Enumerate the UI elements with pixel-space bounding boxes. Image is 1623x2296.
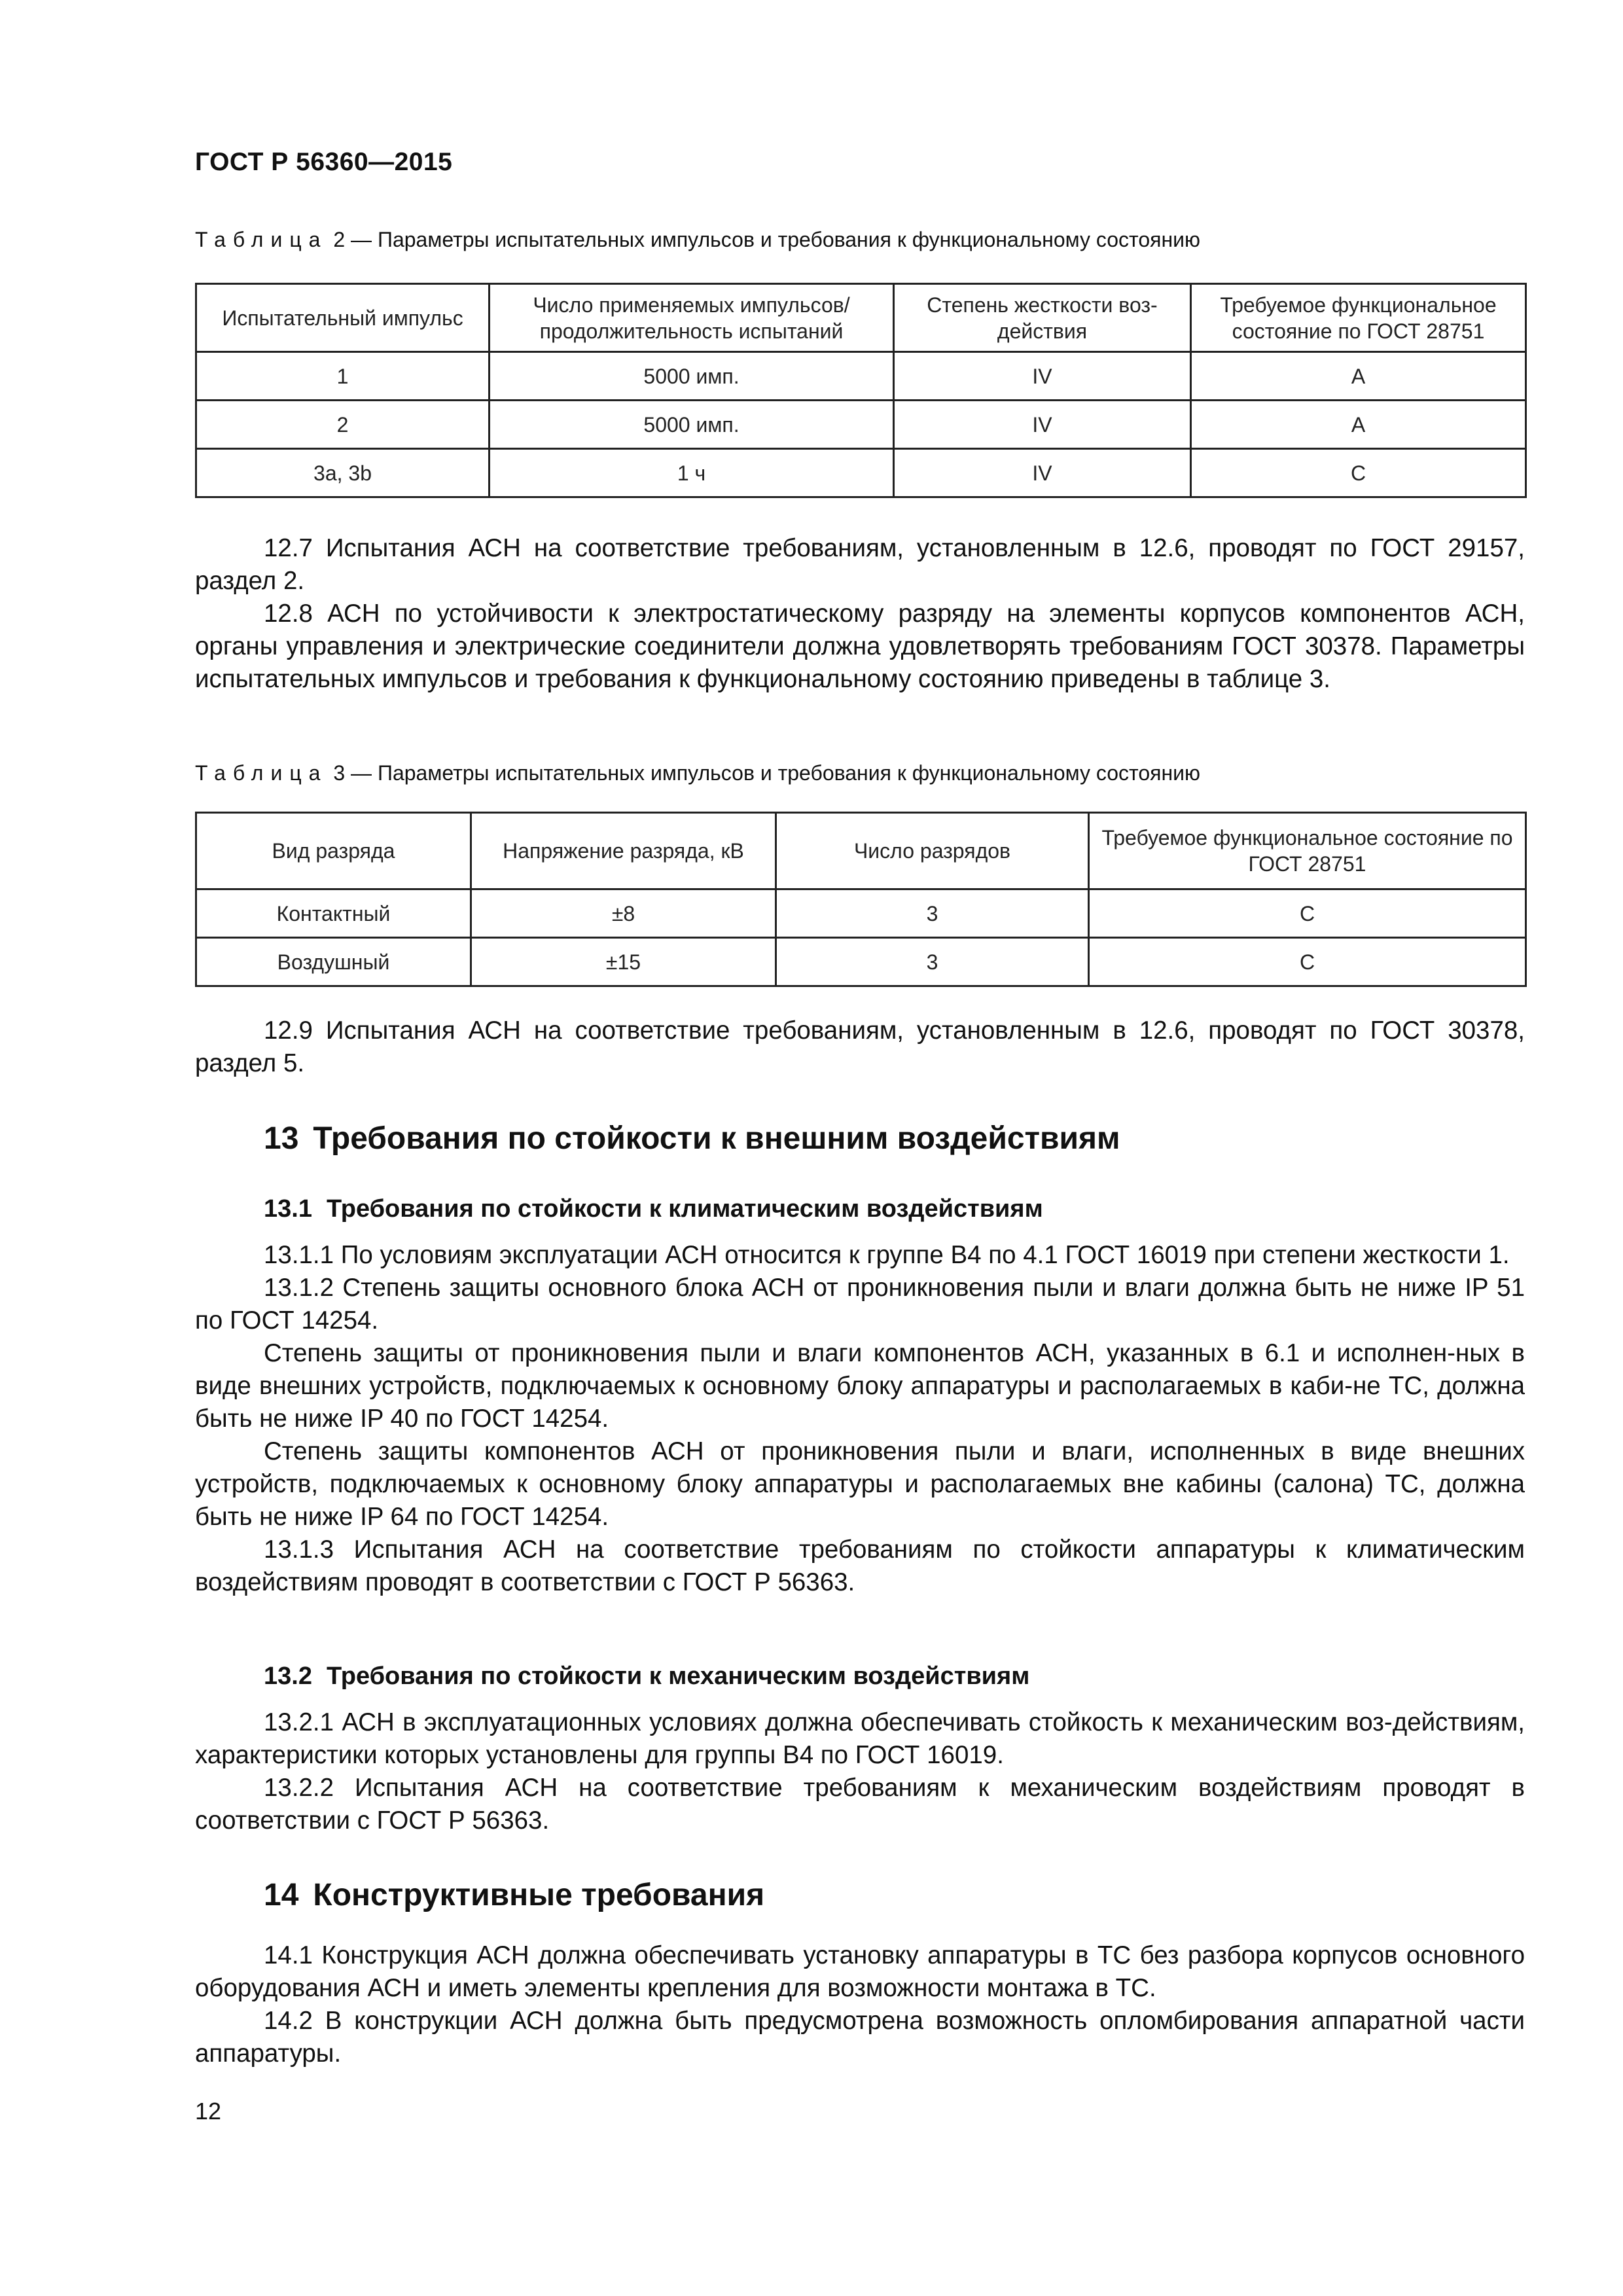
paragraph: 13.1.3 Испытания АСН на соответствие требованиям по стойкости аппаратуры к климатическим воздействиям проводят в соответствии с ГОСТ Р 56363. [195,1535,1525,1596]
table-cell: IV [894,352,1191,401]
table-cell: C [1191,449,1526,497]
subsection-13-1-body [195,1239,1525,1599]
subsection-13-2-body [195,1706,1525,1837]
table-cell: 3 [776,889,1089,938]
table-cell: Воздушный [196,938,471,986]
section-13-heading [264,1121,1120,1157]
table-cell: 5000 имп. [490,352,894,401]
paragraph-12-9: 12.9 Испытания АСН на соответствие требованиям, установленным в 12.6, проводят по ГОСТ 30378, раздел 5. [195,1016,1525,1077]
document-header: ГОСТ Р 56360—2015 [195,148,453,176]
table-cell: Контактный [196,889,471,938]
table-cell: A [1191,401,1526,449]
table-header-cell: Число применяемых импульсов/ продолжительность испытаний [490,284,894,352]
table-row [196,449,1526,497]
table-cell: IV [894,449,1191,497]
table-header-cell: Число разрядов [776,813,1089,889]
paragraph-12-9-block [195,1014,1525,1080]
paragraph: 13.1.1 По условиям эксплуатации АСН относится к группе В4 по 4.1 ГОСТ 16019 при степени жесткости 1. [264,1241,1510,1269]
section-14-number: 14 [264,1878,299,1912]
paragraph: 14.1 Конструкция АСН должна обеспечивать установку аппаратуры в ТС без разбора корпусов основного оборудования АСН и иметь элементы крепления для возможности монтажа в ТС. [195,1941,1525,2002]
section-14-heading [264,1877,764,1913]
table-cell: A [1191,352,1526,401]
table-header-row [196,813,1526,889]
table3-caption-prefix: Таблица [195,761,328,785]
table-header-row [196,284,1526,352]
table3-caption-text: 3 — Параметры испытательных импульсов и требования к функциональному состоянию [327,761,1200,785]
table-row [196,352,1526,401]
table-cell: 3 [776,938,1089,986]
subsection-13-2-heading [264,1662,1029,1691]
table-header-cell: Напряжение разряда, кВ [471,813,776,889]
paragraph: 13.2.1 АСН в эксплуатационных условиях должна обеспечивать стойкость к механическим воз-действиям, характеристики которых установлены для группы В4 по ГОСТ 16019. [195,1708,1525,1769]
table-header-cell: Требуемое функциональное состояние по ГОСТ 28751 [1089,813,1526,889]
table-cell: 3a, 3b [196,449,490,497]
table2-caption-text: 2 — Параметры испытательных импульсов и требования к функциональному состоянию [327,228,1200,251]
table-row [196,938,1526,986]
table-cell: C [1089,889,1526,938]
section-14-title: Конструктивные требования [313,1878,765,1912]
paragraph: 13.2.2 Испытания АСН на соответствие требованиям к механическим воздействиям проводят в соответствии с ГОСТ Р 56363. [195,1774,1525,1835]
table-row [196,401,1526,449]
subsection-13-2-title: Требования по стойкости к механическим воздействиям [326,1662,1030,1690]
table-header-cell: Требуемое функциональное состояние по ГОСТ 28751 [1191,284,1526,352]
table-cell: C [1089,938,1526,986]
paragraph-12-7: 12.7 Испытания АСН на соответствие требованиям, установленным в 12.6, проводят по ГОСТ 29157, раздел 2. [195,534,1525,595]
table-cell: ±15 [471,938,776,986]
table-header-cell: Вид разряда [196,813,471,889]
paragraph-12-8: 12.8 АСН по устойчивости к электростатическому разряду на элементы корпусов компонентов АСН, органы управления и электрические соединители должна удовлетворять требованиям ГОСТ 30378. Параметры испытательных импульсов и требования к функциональному состоянию приведены в таблице 3. [195,600,1525,693]
page-number: 12 [195,2098,222,2125]
table-cell: 5000 имп. [490,401,894,449]
table-cell: 1 [196,352,490,401]
table-header-cell: Испытательный импульс [196,284,490,352]
section-14-body [195,1939,1525,2070]
table-cell: 1 ч [490,449,894,497]
paragraph: Степень защиты от проникновения пыли и влаги компонентов АСН, указанных в 6.1 и исполнен-ных в виде внешних устройств, подключаемых к основному блоку аппаратуры и располагаемых в каби-не ТС, должна быть не ниже IP 40 по ГОСТ 14254. [195,1339,1525,1433]
table2 [195,283,1527,498]
table-header-cell: Степень жесткости воз-действия [894,284,1191,352]
subsection-13-2-number: 13.2 [264,1662,312,1690]
table3-caption [195,761,1200,785]
subsection-13-1-title: Требования по стойкости к климатическим воздействиям [326,1195,1043,1223]
paragraph: 14.2 В конструкции АСН должна быть предусмотрена возможность опломбирования аппаратной части аппаратуры. [195,2007,1525,2068]
table3 [195,812,1527,987]
table-cell: ±8 [471,889,776,938]
section-13-title: Требования по стойкости к внешним воздействиям [313,1121,1120,1156]
paragraph: 13.1.2 Степень защиты основного блока АСН от проникновения пыли и влаги должна быть не ниже IP 51 по ГОСТ 14254. [195,1274,1525,1335]
section-13-number: 13 [264,1121,299,1156]
section-12-paragraphs [195,532,1525,696]
paragraph: Степень защиты компонентов АСН от проникновения пыли и влаги, исполненных в виде внешних устройств, подключаемых к основному блоку аппаратуры и располагаемых вне кабины (салона) ТС, должна быть не ниже IP 64 по ГОСТ 14254. [195,1437,1525,1531]
table-cell: 2 [196,401,490,449]
table2-caption [195,228,1200,252]
table-row [196,889,1526,938]
table-cell: IV [894,401,1191,449]
subsection-13-1-number: 13.1 [264,1195,312,1223]
table2-caption-prefix: Таблица [195,228,328,251]
subsection-13-1-heading [264,1195,1043,1223]
